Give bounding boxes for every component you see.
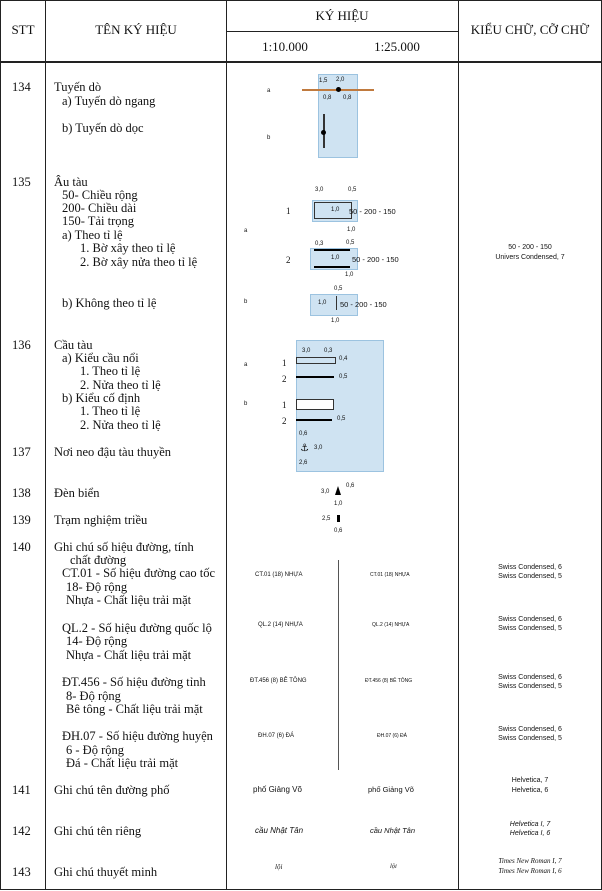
symbol-136-fixed-1 [296, 399, 334, 410]
row-140-a-2: 18- Độ rộng [66, 580, 128, 594]
row-138-number: 138 [12, 486, 31, 500]
symbol-135-dim-10-e: 1,0 [318, 300, 327, 306]
font-140-b-1: Swiss Condensed, 6 [498, 616, 562, 623]
row-141-number: 141 [12, 783, 31, 797]
example-140-c-25k: ĐT.456 (8) BÊ TÔNG [365, 678, 413, 684]
font-141-1: Helvetica, 7 [511, 777, 549, 784]
row-140-title-1: Ghi chú số hiệu đường, tính [54, 540, 194, 554]
row-135-line-4: 150- Tải trọng [62, 214, 134, 228]
row-140-b-3: Nhựa - Chất liệu trải mặt [66, 648, 192, 662]
font-140-a-1: Swiss Condensed, 6 [498, 564, 562, 571]
row-139-title: Trạm nghiệm triều [54, 513, 148, 527]
row-140-a-1: CT.01 - Số hiệu đường cao tốc [62, 566, 216, 580]
example-140-b-25k: QL.2 (14) NHỰA [372, 622, 410, 628]
font-135-line-1: 50 - 200 - 150 [508, 244, 552, 251]
symbol-134-dim-3: 0,8 [323, 95, 332, 101]
col-divider-symbol [226, 0, 227, 890]
row-136-line-4: 2. Nửa theo tỉ lệ [80, 378, 161, 392]
col-left-border [0, 0, 1, 890]
symbol-135-label-a: a [244, 228, 248, 234]
font-143-2: Times New Roman I, 6 [498, 867, 562, 875]
header-bottom-border [0, 61, 602, 63]
symbol-137-dim-26: 2,6 [299, 460, 308, 466]
row-142-title: Ghi chú tên riêng [54, 824, 142, 838]
symbol-135-num-2: 2 [286, 255, 291, 265]
font-135-line-2: Univers Condensed, 7 [495, 254, 565, 261]
example-141-10k: phố Giảng Võ [253, 785, 302, 794]
col-divider-stt [45, 0, 46, 890]
symbol-135-dim-10-d: 1,0 [345, 272, 354, 278]
symbol-136-num-1b: 1 [282, 400, 287, 410]
row-134-number: 134 [12, 80, 31, 94]
header-scale-2: 1:25.000 [374, 39, 420, 54]
row-135-line-2: 50- Chiều rộng [62, 188, 138, 202]
header-name: TÊN KÝ HIỆU [95, 22, 177, 37]
symbol-134-label-a: a [267, 88, 271, 94]
row-140-b-1: QL.2 - Số hiệu đường quốc lộ [62, 621, 212, 635]
row-139-number: 139 [12, 513, 31, 527]
symbol-136-num-1a: 1 [282, 358, 287, 368]
symbol-134-dim-4: 0,8 [343, 95, 352, 101]
symbol-135-dim-10-c: 1,0 [331, 255, 340, 261]
symbol-139-dim-25: 2,5 [322, 516, 331, 522]
row-136-line-3: 1. Theo tỉ lệ [80, 364, 141, 378]
example-140-a-10k: CT.01 (18) NHỰA [255, 572, 303, 578]
row-140-title-2: chất đường [70, 553, 127, 567]
symbol-136-fixed-2 [296, 419, 332, 421]
row-134-a: a) Tuyến dò ngang [62, 94, 156, 108]
example-140-e-10k: ĐH.07 (6) ĐÁ [258, 733, 295, 739]
row-135-number: 135 [12, 175, 31, 189]
row-137-title: Nơi neo đậu tàu thuyền [54, 445, 171, 459]
example-140-a-25k: CT.01 (18) NHỰA [370, 572, 410, 578]
symbol-138-dim-06: 0,6 [346, 483, 355, 489]
example-143-25k: lội [390, 863, 397, 870]
table-top-border [0, 0, 602, 1]
header-symbol: KÝ HIỆU [315, 8, 369, 23]
row-135-line-8: b) Không theo tỉ lệ [62, 296, 157, 310]
symbol-136-num-2b: 2 [282, 416, 287, 426]
row-134-b: b) Tuyến dò dọc [62, 121, 144, 135]
symbol-134-dim-1: 1,5 [319, 78, 328, 84]
row-135-line-5: a) Theo tỉ lệ [62, 228, 123, 242]
symbol-136-float-1 [296, 357, 336, 364]
row-138-title: Đèn biển [54, 486, 100, 500]
symbol-136-label-b: b [244, 401, 248, 407]
row-136-line-5: b) Kiểu cố định [62, 391, 141, 405]
symbol-136-label-a: a [244, 362, 248, 368]
row-136-line-6: 1. Theo tỉ lệ [80, 404, 141, 418]
symbol-136-dim-05-a: 0,5 [339, 374, 348, 380]
symbol-135-dim-10-f: 1,0 [331, 318, 340, 324]
row-135-line-7: 2. Bờ xây nửa theo tỉ lệ [80, 255, 198, 269]
row-140-number: 140 [12, 540, 31, 554]
row-135-line-3: 200- Chiều dài [62, 201, 137, 215]
lighthouse-icon [335, 486, 341, 495]
row-140-c-3: Bê tông - Chất liệu trải mặt [66, 702, 203, 716]
symbol-136-float-2 [296, 376, 334, 378]
symbol-135-label-1: 50 - 200 - 150 [349, 207, 396, 216]
symbol-135-dock-2-bottom [314, 266, 350, 268]
row-136-number: 136 [12, 338, 31, 352]
example-142-25k: cầu Nhật Tân [370, 826, 416, 835]
symbol-138-dim-10: 1,0 [334, 501, 343, 507]
font-143-1: Times New Roman I, 7 [498, 857, 562, 865]
symbol-135-dim-10-a: 1,0 [331, 207, 340, 213]
symbol-135-dim-05-c: 0,5 [334, 286, 343, 292]
header-scale-1: 1:10.000 [262, 39, 308, 54]
example-143-10k: lội [275, 863, 283, 871]
symbol-134-vertical-dot [321, 130, 326, 135]
symbol-134-dim-2: 2,0 [336, 77, 345, 83]
example-141-25k: phố Giảng Võ [368, 785, 414, 794]
symbol-135-dim-05: 0,5 [348, 187, 357, 193]
symbol-136-num-2a: 2 [282, 374, 287, 384]
row-140-a-3: Nhựa - Chất liệu trải mặt [66, 593, 192, 607]
example-142-10k: cầu Nhật Tân [255, 826, 304, 835]
header-mid-line [226, 31, 458, 32]
symbol-137-dim-30: 3,0 [314, 445, 323, 451]
symbol-135-dim-05-b: 0,5 [346, 240, 355, 246]
symbol-136-dim-30: 3,0 [302, 348, 311, 354]
symbol-136-dim-03: 0,3 [324, 348, 333, 354]
row-142-number: 142 [12, 824, 31, 838]
row-140-c-2: 8- Độ rộng [66, 689, 121, 703]
font-141-2: Helvetica, 6 [511, 787, 549, 794]
symbol-135-b-mark [336, 296, 337, 310]
font-140-c-1: Swiss Condensed, 6 [498, 674, 562, 681]
symbol-139-dim-06: 0,6 [334, 528, 343, 534]
font-140-a-2: Swiss Condensed, 5 [498, 573, 562, 580]
scale-divider-140 [338, 560, 339, 770]
font-142-1: Helvetica I, 7 [509, 821, 551, 828]
symbol-135-dim-03: 0,3 [315, 241, 324, 247]
example-140-b-10k: QL.2 (14) NHỰA [258, 622, 303, 628]
font-140-e-1: Swiss Condensed, 6 [498, 726, 562, 733]
symbol-134-dot [336, 87, 341, 92]
symbol-135-num-1: 1 [286, 206, 291, 216]
font-140-b-2: Swiss Condensed, 5 [498, 625, 562, 632]
symbol-134-label-b: b [267, 135, 271, 141]
col-divider-font [458, 0, 459, 890]
example-140-c-10k: ĐT.456 (8) BÊ TÔNG [250, 678, 307, 684]
anchor-icon: ⚓ [300, 443, 309, 454]
symbol-135-dim-30: 3,0 [315, 187, 324, 193]
symbol-135-label-b: b [244, 299, 248, 305]
symbol-135-dock-2-top [314, 249, 350, 251]
tide-station-icon [337, 515, 340, 522]
row-140-e-2: 6 - Độ rộng [66, 743, 124, 757]
font-140-c-2: Swiss Condensed, 5 [498, 683, 562, 690]
symbol-135-label-b-text: 50 - 200 - 150 [340, 300, 387, 309]
header-stt: STT [11, 22, 35, 37]
row-140-b-2: 14- Độ rộng [66, 634, 128, 648]
symbol-135-dim-10-b: 1,0 [347, 227, 356, 233]
row-135-line-6: 1. Bờ xây theo tỉ lệ [80, 241, 176, 255]
row-136-title: Cầu tàu [54, 338, 93, 352]
row-143-number: 143 [12, 865, 31, 879]
symbol-136-dim-06: 0,6 [299, 431, 308, 437]
example-140-e-25k: ĐH.07 (6) ĐÁ [377, 733, 408, 739]
table-bottom-border [0, 889, 602, 890]
symbol-136-dim-05-b: 0,5 [337, 416, 346, 422]
row-143-title: Ghi chú thuyết minh [54, 865, 158, 879]
header-font: KIỂU CHỮ, CỠ CHỮ [470, 22, 590, 37]
row-141-title: Ghi chú tên đường phố [54, 783, 170, 797]
row-136-line-7: 2. Nửa theo tỉ lệ [80, 418, 161, 432]
row-140-e-3: Đá - Chất liệu trải mặt [66, 756, 179, 770]
row-137-number: 137 [12, 445, 31, 459]
row-140-e-1: ĐH.07 - Số hiệu đường huyện [62, 729, 213, 743]
row-136-line-2: a) Kiểu cầu nổi [62, 351, 139, 365]
row-134-title: Tuyến dò [54, 80, 102, 94]
row-140-c-1: ĐT.456 - Số hiệu đường tỉnh [62, 675, 206, 689]
symbol-135-label-2: 50 - 200 - 150 [352, 255, 399, 264]
row-135-title: Âu tàu [54, 175, 88, 189]
symbol-136-dim-04: 0,4 [339, 356, 348, 362]
font-142-2: Helvetica I, 6 [509, 830, 551, 837]
font-140-e-2: Swiss Condensed, 5 [498, 735, 562, 742]
symbol-138-dim-30: 3,0 [321, 489, 330, 495]
